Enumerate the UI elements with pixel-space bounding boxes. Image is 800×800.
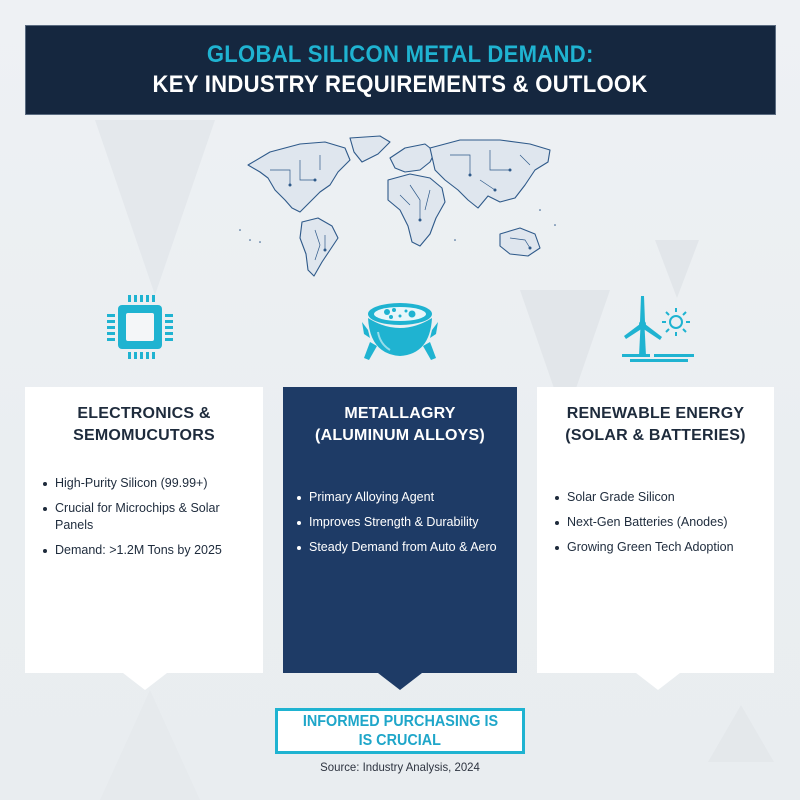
list-item: Solar Grade Silicon	[555, 489, 774, 506]
card-electronics	[25, 387, 263, 673]
card-title	[283, 403, 517, 447]
card-title-line-2: (ALUMINUM ALLOYS)	[315, 427, 485, 444]
background-triangle	[95, 120, 215, 295]
title-line-2: KEY INDUSTRY REQUIREMENTS & OUTLOOK	[152, 71, 649, 98]
callout-line-1: INFORMED PURCHASING IS	[302, 713, 498, 730]
background-triangle	[100, 690, 200, 800]
card-pointer	[636, 673, 680, 690]
card-title-line-1: RENEWABLE ENERGY	[566, 405, 745, 422]
list-item: Demand: >1.2M Tons by 2025	[43, 542, 263, 559]
callout-line-2: IS CRUCIAL	[358, 732, 442, 749]
card-title-line-2: SEMOMUCUTORS	[73, 427, 215, 444]
header-banner	[25, 25, 776, 115]
card-metallurgy	[283, 387, 517, 673]
callout-box	[275, 708, 525, 754]
list-item: Crucial for Microchips & Solar Panels	[43, 500, 263, 534]
bullet-list	[25, 475, 263, 567]
crucible-icon	[360, 300, 440, 362]
source-caption: Source: Industry Analysis, 2024	[320, 760, 480, 774]
list-item: Steady Demand from Auto & Aero	[297, 539, 517, 556]
background-triangle	[708, 705, 774, 762]
card-title-line-1: ELECTRONICS &	[77, 405, 211, 422]
list-item: Growing Green Tech Adoption	[555, 539, 774, 556]
list-item: Primary Alloying Agent	[297, 489, 517, 506]
card-pointer	[378, 673, 422, 690]
list-item: Improves Strength & Durability	[297, 514, 517, 531]
background-triangle	[655, 240, 699, 298]
bullet-list	[537, 489, 774, 564]
card-pointer	[123, 673, 167, 690]
card-title-line-2: (SOLAR & BATTERIES)	[565, 427, 746, 444]
title-line-1: GLOBAL SILICON METAL DEMAND:	[207, 41, 594, 68]
wind-turbine-sun-icon	[620, 292, 698, 364]
list-item: High-Purity Silicon (99.99+)	[43, 475, 263, 492]
microchip-icon	[104, 292, 176, 362]
world-circuit-map-icon	[230, 130, 570, 280]
bullet-list	[283, 489, 517, 564]
card-title	[25, 403, 263, 447]
card-title	[537, 403, 774, 447]
card-title-line-1: METALLAGRY	[344, 405, 456, 422]
list-item: Next-Gen Batteries (Anodes)	[555, 514, 774, 531]
card-renewable-energy	[537, 387, 774, 673]
